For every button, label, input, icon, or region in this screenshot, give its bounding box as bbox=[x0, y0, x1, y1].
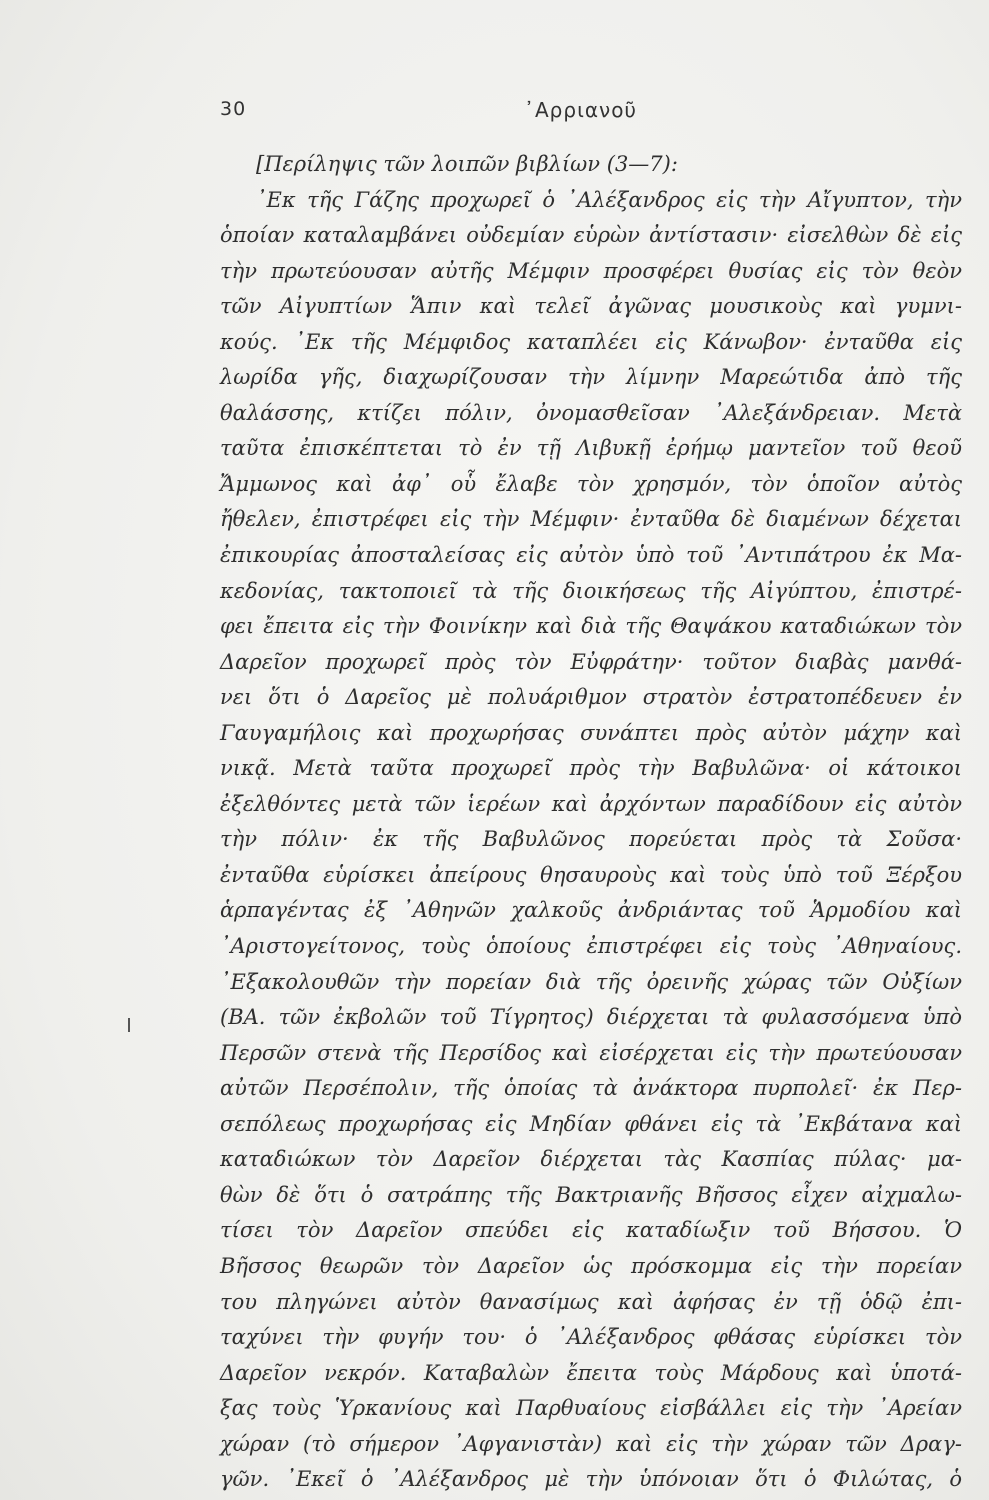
text-line: ἐπικουρίας ἀποσταλείσας εἰς αὐτὸν ὑπὸ τοῦ ᾿Αντιπάτρου ἐκ Μα- bbox=[220, 543, 962, 568]
text-line: χώραν (τὸ σήμερον ᾿Αφγανιστὰν) καὶ εἰς τὴν χώραν τῶν Δραγ- bbox=[220, 1431, 962, 1456]
body-text bbox=[220, 147, 962, 1498]
text-line: σεπόλεως προχωρήσας εἰς Μηδίαν φθάνει εἰς τὰ ᾿Εκβάτανα καὶ bbox=[220, 1111, 962, 1136]
text-line: ὁποίαν καταλαμβάνει οὐδεμίαν εὑρὼν ἀντίστασιν· εἰσελθὼν δὲ εἰς bbox=[220, 223, 962, 248]
text-line: Δαρεῖον προχωρεῖ πρὸς τὸν Εὐφράτην· τοῦτον διαβὰς μανθά- bbox=[220, 649, 962, 674]
text-line: φει ἔπειτα εἰς τὴν Φοινίκην καὶ διὰ τῆς Θαψάκου καταδιώκων τὸν bbox=[220, 614, 962, 639]
text-line: γῶν. ᾿Εκεῖ ὁ ᾿Αλέξανδρος μὲ τὴν ὑπόνοιαν ὅτι ὁ Φιλώτας, ὁ bbox=[220, 1467, 962, 1492]
text-line: Περσῶν στενὰ τῆς Περσίδος καὶ εἰσέρχεται εἰς τὴν πρωτεύουσαν bbox=[220, 1040, 962, 1065]
text-line: του πληγώνει αὐτὸν θανασίμως καὶ ἀφήσας ἐν τῇ ὁδῷ ἐπι- bbox=[220, 1289, 962, 1314]
page-header bbox=[220, 98, 970, 128]
text-line: τῶν Αἰγυπτίων Ἅπιν καὶ τελεῖ ἀγῶνας μουσικοὺς καὶ γυμνι- bbox=[220, 294, 962, 319]
text-line: τίσει τὸν Δαρεῖον σπεύδει εἰς καταδίωξιν τοῦ Βήσσου. Ὁ bbox=[220, 1218, 962, 1243]
text-line: ἁρπαγέντας ἐξ ᾿Αθηνῶν χαλκοῦς ἀνδριάντας τοῦ Ἁρμοδίου καὶ bbox=[220, 898, 962, 923]
text-line: τὴν πρωτεύουσαν αὐτῆς Μέμφιν προσφέρει θυσίας εἰς τὸν θεὸν bbox=[220, 258, 962, 283]
text-line: θὼν δὲ ὅτι ὁ σατράπης τῆς Βακτριανῆς Βῆσσος εἶχεν αἰχμαλω- bbox=[220, 1182, 962, 1207]
text-line: αὐτῶν Περσέπολιν, τῆς ὁποίας τὰ ἀνάκτορα πυρπολεῖ· ἐκ Περ- bbox=[220, 1076, 962, 1101]
margin-mark bbox=[128, 1018, 130, 1032]
text-line: νικᾷ. Μετὰ ταῦτα προχωρεῖ πρὸς τὴν Βαβυλῶνα· οἱ κάτοικοι bbox=[220, 756, 962, 781]
text-line: τὴν πόλιν· ἐκ τῆς Βαβυλῶνος πορεύεται πρὸς τὰ Σοῦσα· bbox=[220, 827, 962, 852]
text-line: ἐξελθόντες μετὰ τῶν ἱερέων καὶ ἀρχόντων παραδίδουν εἰς αὐτὸν bbox=[220, 791, 962, 816]
text-line: καταδιώκων τὸν Δαρεῖον διέρχεται τὰς Κασπίας πύλας· μα- bbox=[220, 1147, 962, 1172]
text-line: κούς. ᾿Εκ τῆς Μέμφιδος καταπλέει εἰς Κάνωβον· ἐνταῦθα εἰς bbox=[220, 329, 962, 354]
text-line: (ΒΑ. τῶν ἐκβολῶν τοῦ Τίγρητος) διέρχεται τὰ φυλασσόμενα ὑπὸ bbox=[220, 1005, 962, 1030]
text-line: ταχύνει τὴν φυγήν του· ὁ ᾿Αλέξανδρος φθάσας εὑρίσκει τὸν bbox=[220, 1325, 962, 1350]
text-line: Δαρεῖον νεκρόν. Καταβαλὼν ἔπειτα τοὺς Μάρδους καὶ ὑποτά- bbox=[220, 1360, 962, 1385]
text-line: ᾿Εξακολουθῶν τὴν πορείαν διὰ τῆς ὀρεινῆς χώρας τῶν Οὐξίων bbox=[220, 969, 962, 994]
text-line: [Περίληψις τῶν λοιπῶν βιβλίων (3—7): bbox=[256, 152, 678, 176]
text-line: ἤθελεν, ἐπιστρέφει εἰς τὴν Μέμφιν· ἐνταῦθα δὲ διαμένων δέχεται bbox=[220, 507, 962, 532]
text-line: Ἄμμωνος καὶ ἀφ᾿ οὗ ἔλαβε τὸν χρησμόν, τὸν ὁποῖον αὐτὸς bbox=[220, 471, 962, 496]
text-line: νει ὅτι ὁ Δαρεῖος μὲ πολυάριθμον στρατὸν ἐστρατοπέδευεν ἐν bbox=[220, 685, 962, 710]
text-line: ᾿Αριστογείτονος, τοὺς ὁποίους ἐπιστρέφει εἰς τοὺς ᾿Αθηναίους. bbox=[220, 934, 962, 959]
text-line: θαλάσσης, κτίζει πόλιν, ὀνομασθεῖσαν ᾿Αλεξάνδρειαν. Μετὰ bbox=[220, 400, 962, 425]
text-line: κεδονίας, τακτοποιεῖ τὰ τῆς διοικήσεως τῆς Αἰγύπτου, ἐπιστρέ- bbox=[220, 578, 962, 603]
text-line: ξας τοὺς Ὑρκανίους καὶ Παρθυαίους εἰσβάλλει εἰς τὴν ᾿Αρείαν bbox=[220, 1396, 962, 1421]
text-line: Γαυγαμήλοις καὶ προχωρήσας συνάπτει πρὸς αὐτὸν μάχην καὶ bbox=[220, 720, 962, 745]
text-line: Βῆσσος θεωρῶν τὸν Δαρεῖον ὡς πρόσκομμα εἰς τὴν πορείαν bbox=[220, 1253, 962, 1278]
running-head: ᾿Αρριανοῦ bbox=[524, 98, 638, 122]
text-line: ᾿Εκ τῆς Γάζης προχωρεῖ ὁ ᾿Αλέξανδρος εἰς τὴν Αἴγυπτον, τὴν bbox=[256, 187, 962, 212]
text-line: λωρίδα γῆς, διαχωρίζουσαν τὴν λίμνην Μαρεώτιδα ἀπὸ τῆς bbox=[220, 365, 962, 390]
text-line: ἐνταῦθα εὑρίσκει ἀπείρους θησαυροὺς καὶ τοὺς ὑπὸ τοῦ Ξέρξου bbox=[220, 862, 962, 887]
text-line: ταῦτα ἐπισκέπτεται τὸ ἐν τῇ Λιβυκῇ ἐρήμῳ μαντεῖον τοῦ θεοῦ bbox=[220, 436, 962, 461]
page-number: 30 bbox=[220, 98, 247, 120]
